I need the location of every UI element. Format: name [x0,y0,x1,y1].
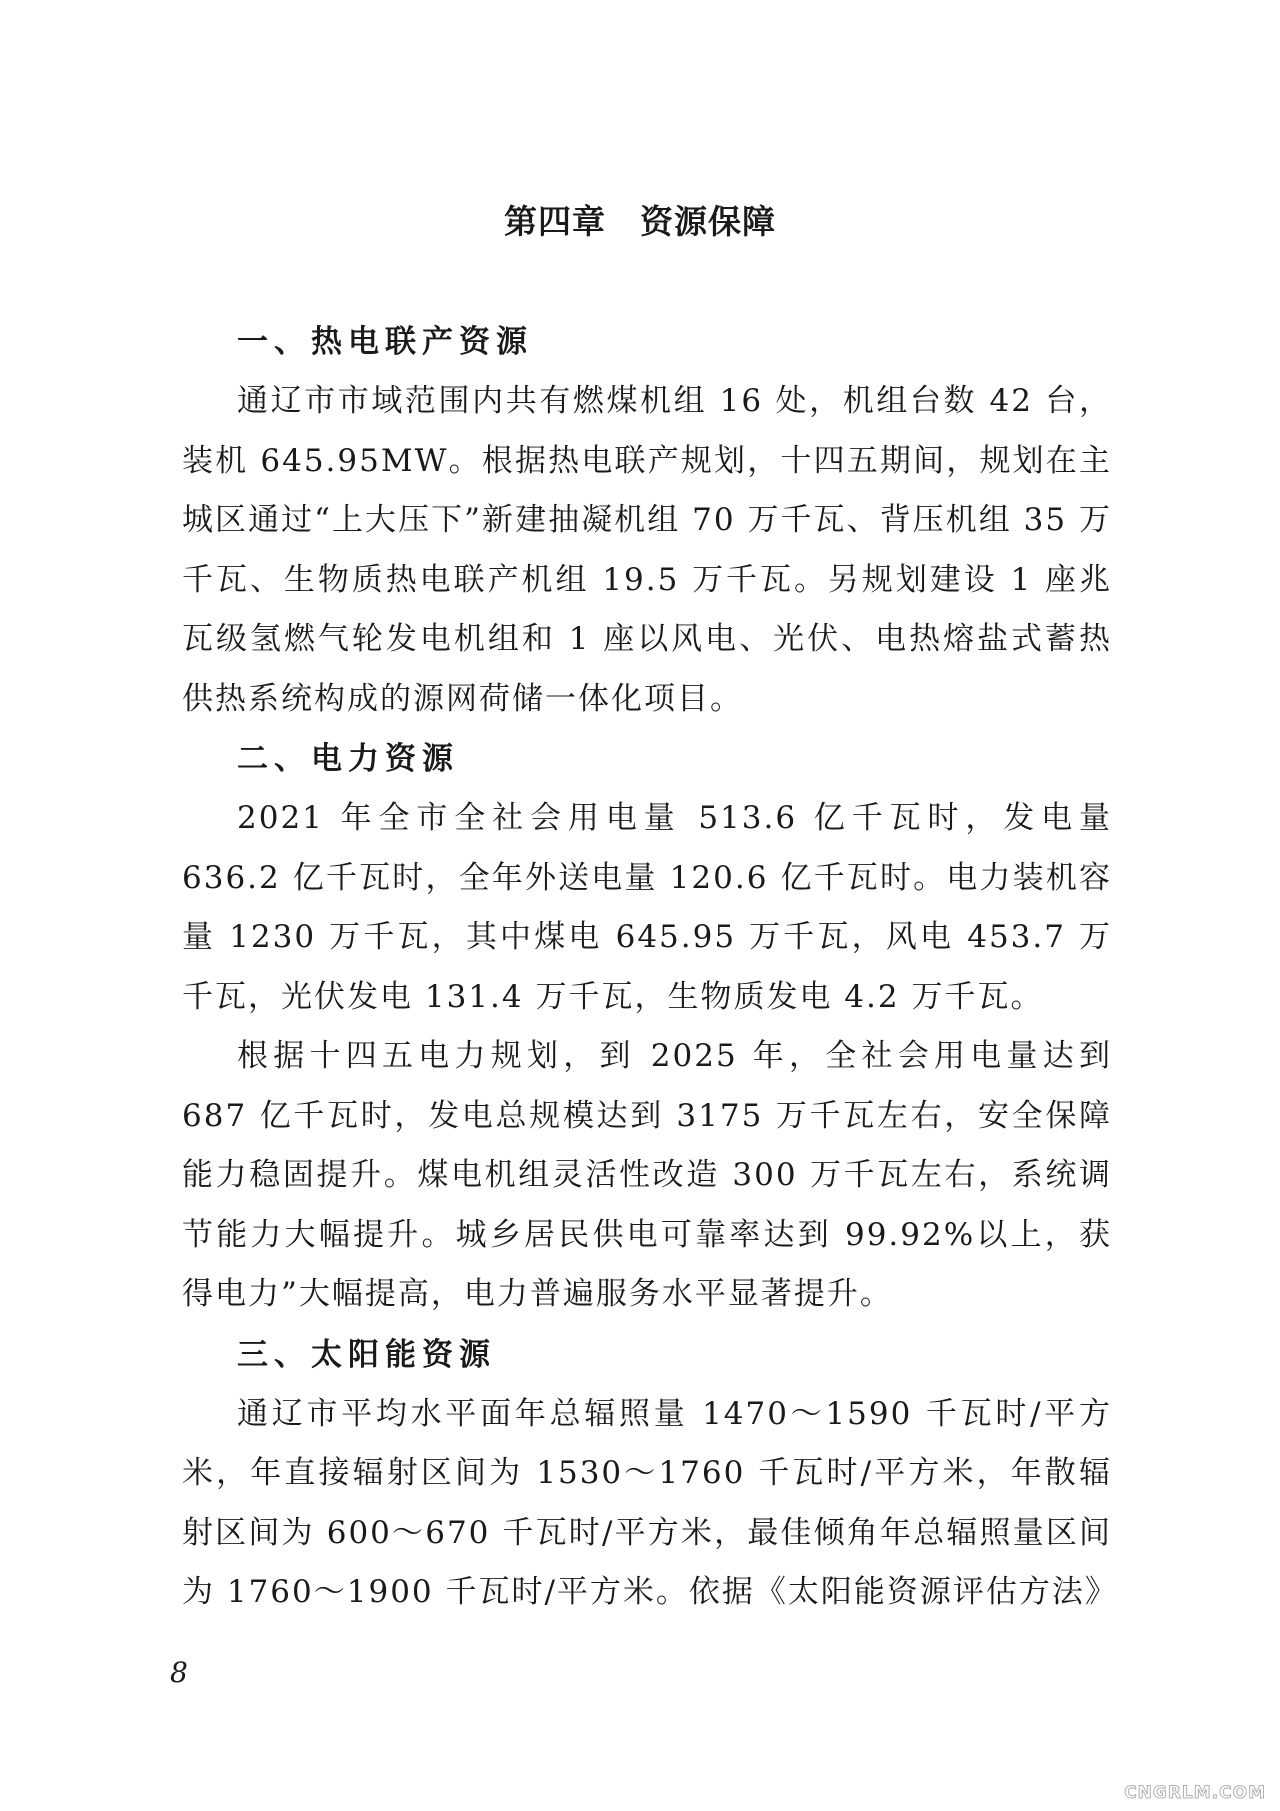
section-heading: 三、太阳能资源 [237,1336,496,1373]
section-power [182,729,1112,1325]
page-number: 8 [170,1656,188,1689]
section-heading: 一、热电联产资源 [237,324,533,360]
paragraph: 通辽市市域范围内共有燃煤机组 16 处，机组台数 42 台，装机 645.95MW。根据热电联产规划，十四五期间，规划在主城区通过“上大压下”新建抽凝机组 70 万千瓦、背压机组 35 万千瓦、生物质热电联产机组 19.5 万千瓦。另规划建设 1 座兆瓦级氢燃气轮发电机组和 1 座以风电、光伏、电热熔盐式蓄热供热系统构成的源网荷储一体化项目。 [182,383,1112,717]
paragraph: 2021 年全市全社会用电量 513.6 亿千瓦时，发电量 636.2 亿千瓦时，全年外送电量 120.6 亿千瓦时。电力装机容量 1230 万千瓦，其中煤电 645.95 万千瓦，风电 453.7 万千瓦，光伏发电 131.4 万千瓦，生物质发电 4.2 万千瓦。 [182,800,1112,1015]
document-body [182,312,1118,1623]
section-heading: 二、电力资源 [237,741,459,777]
paragraph: 通辽市平均水平面年总辐照量 1470～1590 千瓦时/平方米，年直接辐射区间为 1530～1760 千瓦时/平方米，年散辐射区间为 600～670 千瓦时/平方米，最佳倾角年总辐照量区间为 1760～1900 千瓦时/平方米。依据《太阳能资源评估方法》 [182,1395,1118,1610]
watermark: CNGRLM.COM [1124,1783,1266,1803]
section-solar [182,1325,1118,1623]
paragraph: 根据十四五电力规划，到 2025 年，全社会用电量达到 687 亿千瓦时，发电总规模达到 3175 万千瓦左右，安全保障能力稳固提升。煤电机组灵活性改造 300 万千瓦左右，系统调节能力大幅提升。城乡居民供电可靠率达到 99.92%以上，获得电力”大幅提高，电力普遍服务水平显著提升。 [182,1038,1112,1312]
chapter-title: 第四章 资源保障 [504,202,776,241]
section-cogeneration [182,312,1112,729]
